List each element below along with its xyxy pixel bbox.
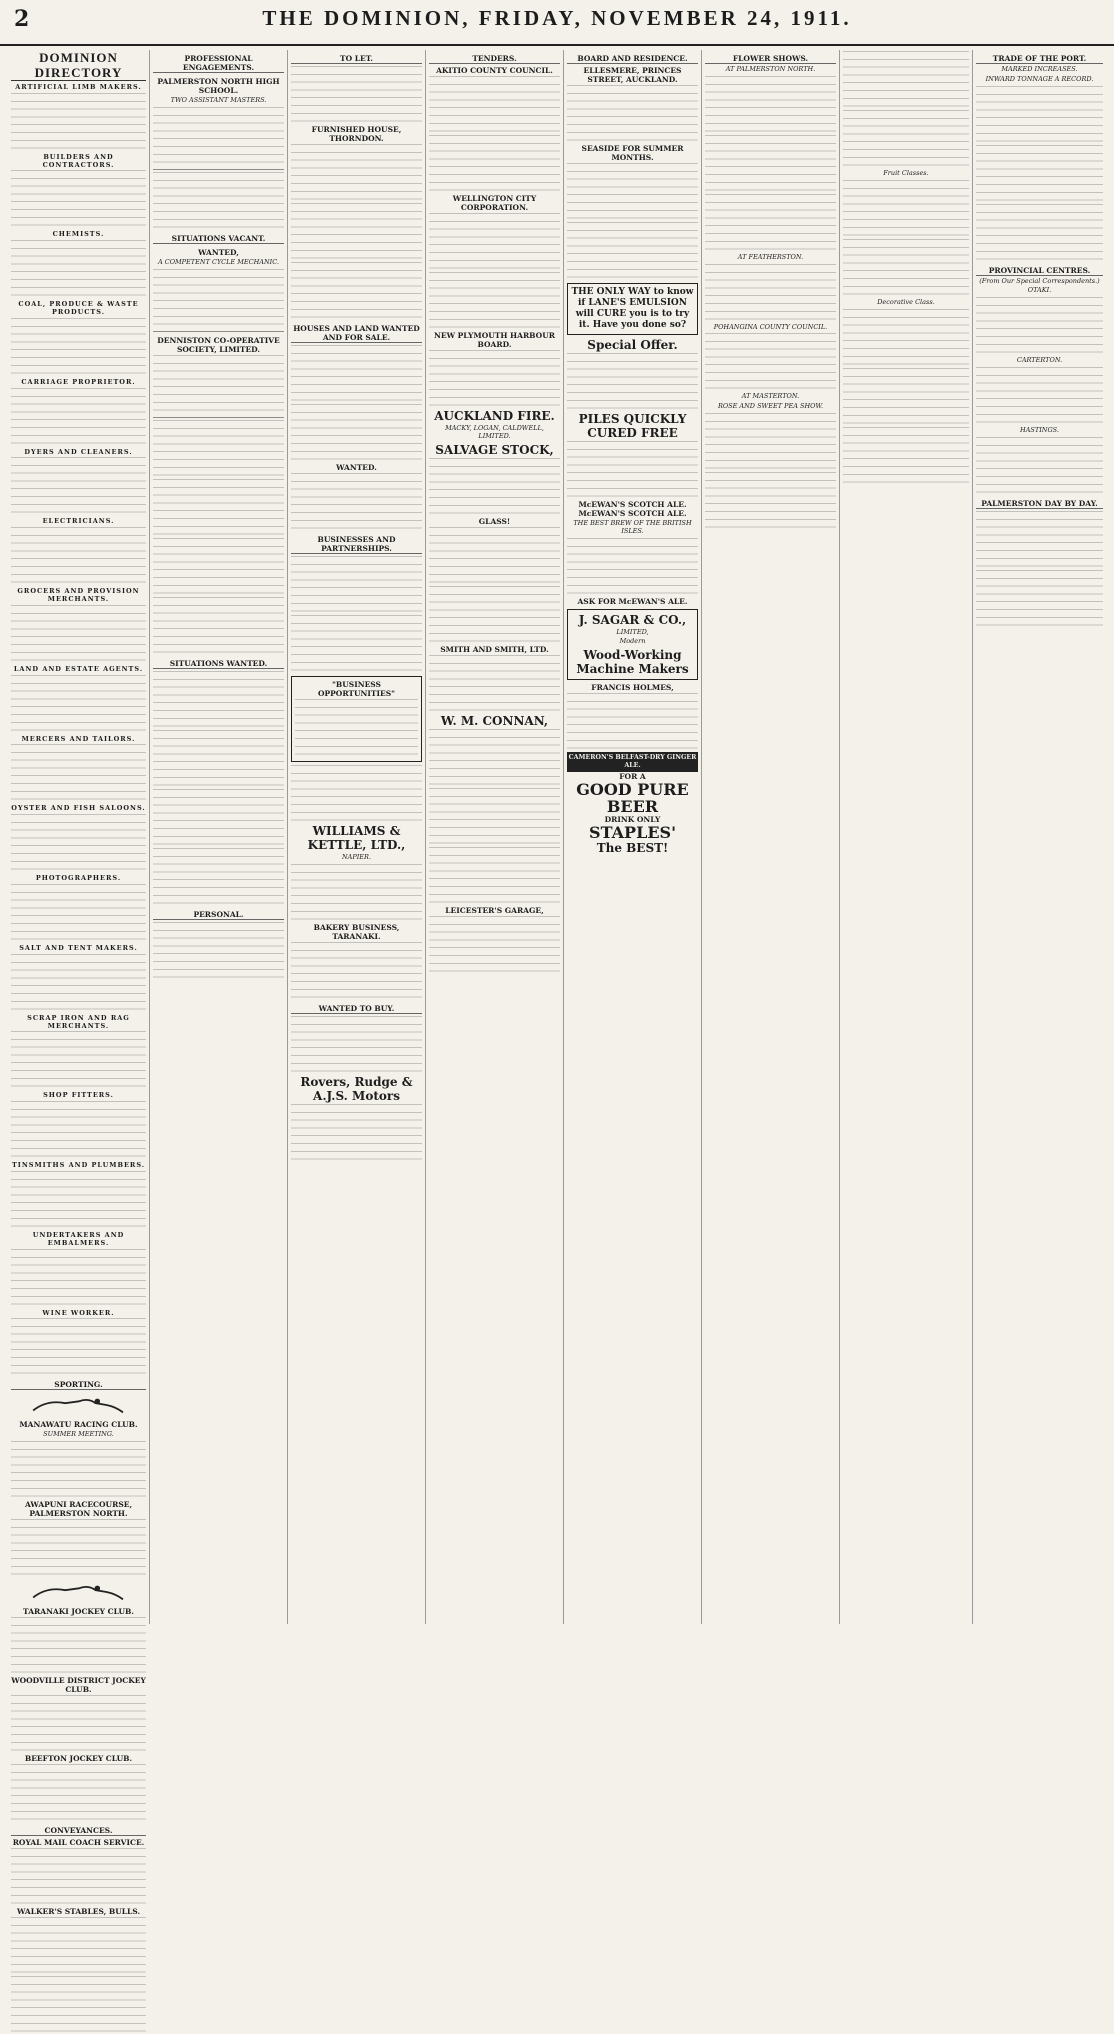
body-text bbox=[11, 1519, 146, 1577]
page-number: 2 bbox=[14, 6, 30, 32]
to-let-heading: TO LET. bbox=[291, 54, 422, 64]
body-text bbox=[11, 1617, 146, 1675]
article-subheading: POHANGINA COUNTY COUNCIL. bbox=[713, 322, 828, 331]
body-text bbox=[291, 144, 422, 320]
ad-title: ASK FOR McEWAN'S ALE. bbox=[577, 596, 688, 606]
body-text bbox=[291, 1104, 422, 1162]
directory-category: BUILDERS AND CONTRACTORS. bbox=[42, 152, 115, 169]
club-title: MANAWATU RACING CLUB. bbox=[19, 1420, 138, 1430]
body-text bbox=[11, 884, 146, 942]
ad-title: FOR A bbox=[619, 771, 646, 781]
sporting-heading: SPORTING. bbox=[11, 1380, 146, 1390]
directory-category: SALT AND TENT MAKERS. bbox=[19, 943, 138, 952]
ad-title: WILLIAMS & KETTLE, LTD., bbox=[307, 824, 406, 852]
body-text bbox=[11, 1764, 146, 1822]
body-text bbox=[429, 527, 560, 644]
ad-title: GOOD PURE BEER bbox=[576, 779, 689, 816]
ad-title: SEASIDE FOR SUMMER MONTHS. bbox=[581, 144, 684, 162]
ad-title: STAPLES' bbox=[589, 822, 676, 842]
ad-subtitle: A COMPETENT CYCLE MECHANIC. bbox=[157, 257, 280, 266]
body-text bbox=[976, 297, 1103, 355]
body-text bbox=[11, 1695, 146, 1753]
ad-title: AUCKLAND FIRE. bbox=[434, 409, 555, 423]
ad-title: ELLESMERE, PRINCES STREET, AUCKLAND. bbox=[583, 66, 682, 84]
article-subheading: (From Our Special Correspondents.) bbox=[979, 276, 1100, 285]
body-text bbox=[291, 473, 422, 531]
ad-subtitle: LIMITED, bbox=[616, 627, 649, 636]
ad-title: AKITIO COUNTY COUNCIL. bbox=[436, 66, 553, 75]
ad-title: W. M. CONNAN, bbox=[440, 713, 549, 728]
columns bbox=[8, 50, 1106, 1917]
body-text bbox=[11, 814, 146, 872]
body-text bbox=[567, 693, 698, 751]
body-text bbox=[567, 163, 698, 280]
body-text bbox=[291, 942, 422, 1000]
directory-category: TINSMITHS AND PLUMBERS. bbox=[11, 1161, 146, 1170]
conveyance-title: WALKER'S STABLES, BULLS. bbox=[16, 1907, 141, 1917]
body-text bbox=[976, 511, 1103, 628]
palmerston-heading: PALMERSTON DAY BY DAY. bbox=[976, 499, 1103, 509]
body-text bbox=[567, 353, 698, 411]
article-subheading: Decorative Class. bbox=[877, 297, 935, 306]
body-text bbox=[843, 309, 969, 485]
ad-title: LEICESTER'S GARAGE, bbox=[445, 905, 544, 915]
article-subheading: ROSE AND SWEET PEA SHOW. bbox=[717, 402, 824, 411]
ad-title: WELLINGTON CITY CORPORATION. bbox=[452, 194, 537, 212]
port-heading: TRADE OF THE PORT. bbox=[976, 54, 1103, 64]
body-text bbox=[291, 556, 422, 673]
ad-title: NEW PLYMOUTH HARBOUR BOARD. bbox=[434, 331, 555, 349]
column-flower-results bbox=[840, 50, 973, 1624]
body-text bbox=[153, 172, 284, 230]
ad-title: Wood-Working Machine Makers bbox=[576, 648, 689, 677]
column-board-ads bbox=[564, 50, 702, 1624]
column-directory bbox=[8, 50, 150, 1917]
body-text bbox=[567, 85, 698, 143]
body-text bbox=[11, 1441, 146, 1499]
article-subheading: Fruit Classes. bbox=[883, 169, 929, 177]
article-subheading: INWARD TONNAGE A RECORD. bbox=[985, 74, 1094, 83]
body-text bbox=[11, 240, 146, 298]
club-subtitle: SUMMER MEETING. bbox=[43, 1430, 114, 1439]
directory-category: LAND AND ESTATE AGENTS. bbox=[13, 664, 144, 673]
provincial-heading: PROVINCIAL CENTRES. bbox=[976, 266, 1103, 276]
directory-category: ARTIFICIAL LIMB MAKERS. bbox=[15, 83, 142, 91]
ad-title: FRANCIS HOLMES, bbox=[591, 683, 674, 693]
directory-category: DYERS AND CLEANERS. bbox=[24, 447, 133, 456]
ad-title: Rovers, Rudge & A.J.S. Motors bbox=[300, 1074, 413, 1103]
body-text bbox=[429, 655, 560, 713]
body-text bbox=[11, 93, 146, 151]
body-text bbox=[153, 420, 284, 655]
body-text bbox=[11, 388, 146, 446]
column-to-let bbox=[288, 50, 426, 1624]
ad-title: PILES QUICKLY CURED FREE bbox=[578, 412, 687, 440]
ad-title: PALMERSTON NORTH HIGH SCHOOL. bbox=[157, 77, 280, 95]
body-text bbox=[11, 1917, 146, 2034]
column-flower-shows bbox=[702, 50, 840, 1624]
directory-category: OYSTER AND FISH SALOONS. bbox=[11, 804, 146, 813]
ad-title: THE ONLY WAY to know if LANE'S EMULSION will CURE you is to try it. Have you done so? bbox=[571, 287, 694, 330]
body-text bbox=[429, 350, 560, 408]
body-text bbox=[976, 86, 1103, 262]
column-tenders bbox=[426, 50, 564, 1624]
body-text bbox=[11, 675, 146, 733]
club-title: AWAPUNI RACECOURSE, PALMERSTON NORTH. bbox=[24, 1500, 133, 1519]
conveyance-title: ROYAL MAIL COACH SERVICE. bbox=[12, 1838, 145, 1848]
ad-title: Special Offer. bbox=[587, 338, 678, 352]
body-text bbox=[429, 916, 560, 974]
body-text bbox=[429, 458, 560, 516]
directory-category: UNDERTAKERS AND EMBALMERS. bbox=[32, 1230, 125, 1247]
body-text bbox=[705, 333, 836, 391]
ad-title: McEWAN'S SCOTCH ALE. bbox=[578, 509, 687, 518]
column-professional bbox=[150, 50, 288, 1624]
body-text bbox=[567, 441, 698, 499]
ad-title: McEWAN'S SCOTCH ALE. bbox=[578, 500, 687, 509]
vacant-heading: SITUATIONS VACANT. bbox=[153, 234, 284, 244]
body-text bbox=[295, 699, 418, 757]
article-subheading: OTAKI. bbox=[1027, 286, 1052, 295]
ad-title: SMITH AND SMITH, LTD. bbox=[440, 644, 549, 654]
body-text bbox=[705, 413, 836, 530]
club-title: WOODVILLE DISTRICT JOCKEY CLUB. bbox=[11, 1676, 146, 1695]
body-text bbox=[291, 66, 422, 124]
body-text bbox=[153, 107, 284, 165]
houses-heading: HOUSES AND LAND WANTED AND FOR SALE. bbox=[291, 324, 422, 343]
business-heading: BUSINESSES AND PARTNERSHIPS. bbox=[291, 535, 422, 554]
newspaper-title: THE DOMINION, FRIDAY, NOVEMBER 24, 1911. bbox=[262, 6, 852, 30]
body-text bbox=[11, 744, 146, 802]
ad-title: SALVAGE STOCK, bbox=[435, 442, 554, 457]
body-text bbox=[429, 76, 560, 193]
body-text bbox=[11, 457, 146, 515]
club-title: BEEFTON JOCKEY CLUB. bbox=[24, 1754, 133, 1764]
ad-title: J. SAGAR & CO., bbox=[578, 612, 687, 627]
ad-subtitle: NAPIER. bbox=[341, 853, 372, 861]
body-text bbox=[153, 269, 284, 327]
ad-title: DENNISTON CO-OPERATIVE SOCIETY, LIMITED. bbox=[157, 335, 280, 354]
ad-title: WANTED, bbox=[198, 247, 239, 257]
personal-heading: PERSONAL. bbox=[153, 910, 284, 920]
directory-category: CHEMISTS. bbox=[52, 230, 105, 239]
body-text bbox=[567, 538, 698, 596]
body-text bbox=[153, 355, 284, 413]
ad-title: BAKERY BUSINESS, TARANAKI. bbox=[313, 922, 400, 941]
directory-heading: DOMINION DIRECTORY bbox=[11, 50, 146, 81]
masthead bbox=[0, 0, 1114, 46]
ad-title: DRINK ONLY bbox=[604, 814, 661, 824]
ad-subtitle: Modern bbox=[619, 637, 646, 646]
article-subheading: MARKED INCREASES. bbox=[1001, 65, 1078, 73]
ad-title: The BEST! bbox=[596, 840, 669, 855]
article-subheading: AT MASTERTON. bbox=[741, 392, 800, 401]
column-port-provincial bbox=[973, 50, 1106, 1624]
body-text bbox=[429, 729, 560, 905]
wanted-heading: SITUATIONS WANTED. bbox=[153, 659, 284, 669]
body-text bbox=[11, 1249, 146, 1307]
tenders-heading: TENDERS. bbox=[429, 54, 560, 64]
ad-title: CAMERON'S BELFAST-DRY GINGER ALE. bbox=[567, 752, 698, 772]
body-text bbox=[153, 671, 284, 906]
directory-category: ELECTRICIANS. bbox=[42, 517, 115, 526]
body-text bbox=[429, 213, 560, 330]
article-subheading: CARTERTON. bbox=[1016, 356, 1063, 365]
ad-title: WANTED. bbox=[336, 463, 377, 472]
directory-category: WINE WORKER. bbox=[42, 1308, 115, 1317]
body-text bbox=[11, 954, 146, 1012]
body-text bbox=[843, 180, 969, 297]
body-text bbox=[11, 1848, 146, 1906]
body-text bbox=[291, 864, 422, 922]
body-text bbox=[11, 170, 146, 228]
body-text bbox=[11, 527, 146, 585]
body-text bbox=[153, 922, 284, 980]
article-subheading: AT PALMERSTON NORTH. bbox=[725, 65, 816, 73]
body-text bbox=[11, 1031, 146, 1089]
body-text bbox=[705, 264, 836, 322]
body-text bbox=[976, 367, 1103, 425]
body-text bbox=[11, 318, 146, 376]
club-title: TARANAKI JOCKEY CLUB. bbox=[23, 1607, 134, 1617]
body-text bbox=[291, 765, 422, 823]
body-text bbox=[705, 76, 836, 252]
ad-subtitle: TWO ASSISTANT MASTERS. bbox=[170, 96, 267, 104]
ad-title: GLASS! bbox=[478, 516, 511, 526]
ad-title: FURNISHED HOUSE, THORNDON. bbox=[311, 125, 402, 143]
directory-category: CARRIAGE PROPRIETOR. bbox=[21, 377, 136, 386]
body-text bbox=[291, 1016, 422, 1074]
body-text bbox=[11, 1318, 146, 1376]
body-text bbox=[11, 605, 146, 663]
article-subheading: HASTINGS. bbox=[1020, 425, 1059, 434]
directory-category: MERCERS AND TAILORS. bbox=[21, 734, 136, 743]
racehorse-illustration bbox=[19, 1394, 139, 1416]
article-subheading: AT FEATHERSTON. bbox=[737, 252, 804, 261]
body-text bbox=[843, 51, 969, 168]
ad-subtitle: THE BEST BREW OF THE BRITISH ISLES. bbox=[573, 519, 692, 535]
directory-category: SCRAP IRON AND RAG MERCHANTS. bbox=[27, 1013, 130, 1030]
ad-subtitle: MACKY, LOGAN, CALDWELL, LIMITED. bbox=[445, 424, 544, 440]
directory-category: GROCERS AND PROVISION MERCHANTS. bbox=[17, 587, 140, 603]
body-text bbox=[11, 1171, 146, 1229]
conveyances-heading: CONVEYANCES. bbox=[11, 1826, 146, 1836]
flower-heading: FLOWER SHOWS. bbox=[705, 54, 836, 64]
directory-category: SHOP FITTERS. bbox=[43, 1091, 114, 1100]
directory-category: COAL, PRODUCE & WASTE PRODUCTS. bbox=[18, 300, 139, 316]
professional-heading: PROFESSIONAL ENGAGEMENTS. bbox=[153, 54, 284, 73]
body-text bbox=[11, 1101, 146, 1159]
wanted-buy-heading: WANTED TO BUY. bbox=[291, 1004, 422, 1014]
racehorse-illustration bbox=[19, 1581, 139, 1603]
board-heading: BOARD AND RESIDENCE. bbox=[567, 54, 698, 64]
body-text bbox=[291, 345, 422, 462]
ad-title: "BUSINESS OPPORTUNITIES" bbox=[317, 680, 396, 698]
directory-category: PHOTOGRAPHERS. bbox=[35, 874, 122, 883]
body-text bbox=[976, 437, 1103, 495]
